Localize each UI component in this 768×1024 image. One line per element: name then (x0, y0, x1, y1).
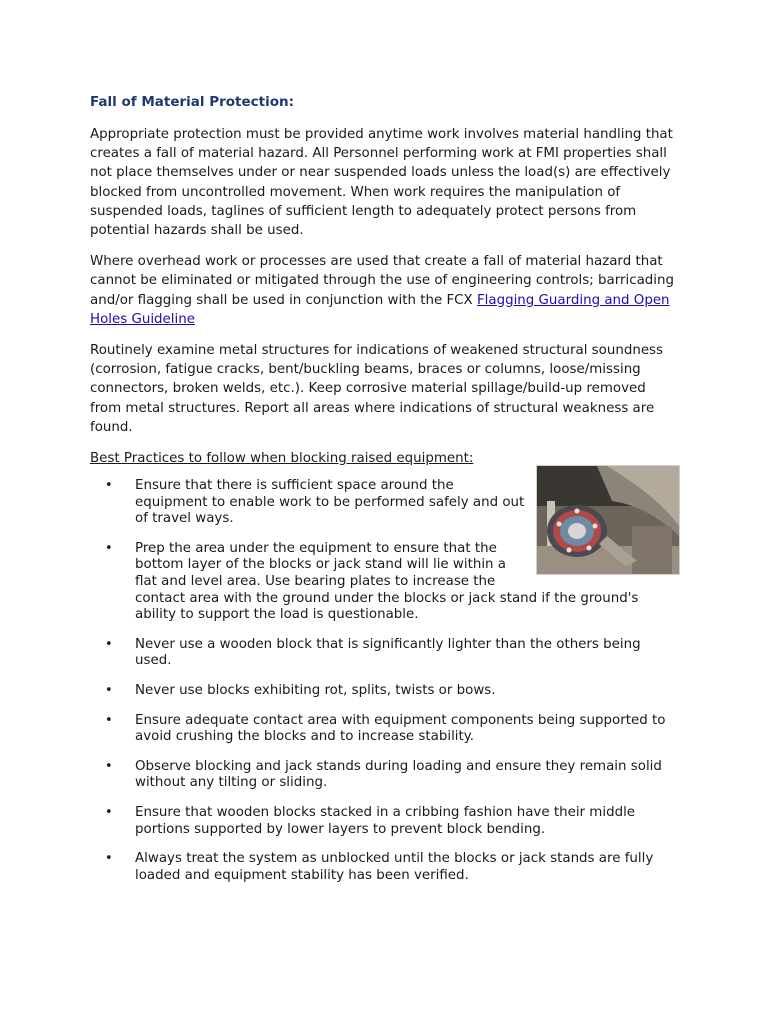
list-item: • Always treat the system as unblocked until the blocks or jack stands are fully loaded and equipment stability has been verified. (135, 851, 680, 884)
section-title: Fall of Material Protection: (90, 94, 295, 110)
list-item: • Never use blocks exhibiting rot, splits, twists or bows. (135, 683, 680, 700)
list-item: • Ensure that there is sufficient space around the equipment to enable work to be performed safely and out of travel ways. (135, 478, 680, 528)
paragraph-overhead-work (90, 252, 680, 329)
best-practices-heading: Best Practices to follow when blocking raised equipment: (90, 451, 474, 467)
document-page (90, 93, 680, 897)
list-item: • Prep the area under the equipment to ensure that the bottom layer of the blocks or jack stand will lie within a flat and level area. Use bearing plates to increase the contact area with the ground under the blocks or jack stand if the ground's ability to support the load is questionable. (135, 541, 680, 624)
flagging-guideline-link[interactable]: Flagging Guarding and Open Holes Guideline (90, 292, 670, 327)
paragraph-overhead-work-text: Where overhead work or processes are used that create a fall of material hazard that cannot be eliminated or mitigated through the use of engineering controls; barricading and/or flagging shall be used in conjunction with the FCX (90, 254, 674, 308)
paragraph-material-handling: Appropriate protection must be provided anytime work involves material handling that creates a fall of material hazard. All Personnel performing work at FMI properties shall not place themselves under or near suspended loads unless the load(s) are effectively blocked from uncontrolled movement. When work requires the manipulation of suspended loads, taglines of sufficient length to adequately protect persons from potential hazards shall be used. (90, 127, 673, 239)
paragraph-metal-structures: Routinely examine metal structures for indications of weakened structural soundness (corrosion, fatigue cracks, bent/buckling beams, braces or columns, loose/missing connectors, broken welds, etc.). Keep corrosive material spillage/build-up removed from metal structures. Report all areas where indications of structural weakness are found. (90, 343, 664, 435)
list-item: • Ensure adequate contact area with equipment components being supported to avoid crushing the blocks and to increase stability. (135, 713, 680, 746)
list-item: • Never use a wooden block that is significantly lighter than the others being used. (135, 637, 680, 670)
list-item: • Observe blocking and jack stands during loading and ensure they remain solid without any tilting or sliding. (135, 759, 680, 792)
list-item: • Ensure that wooden blocks stacked in a cribbing fashion have their middle portions supported by lower layers to prevent block bending. (135, 805, 680, 838)
